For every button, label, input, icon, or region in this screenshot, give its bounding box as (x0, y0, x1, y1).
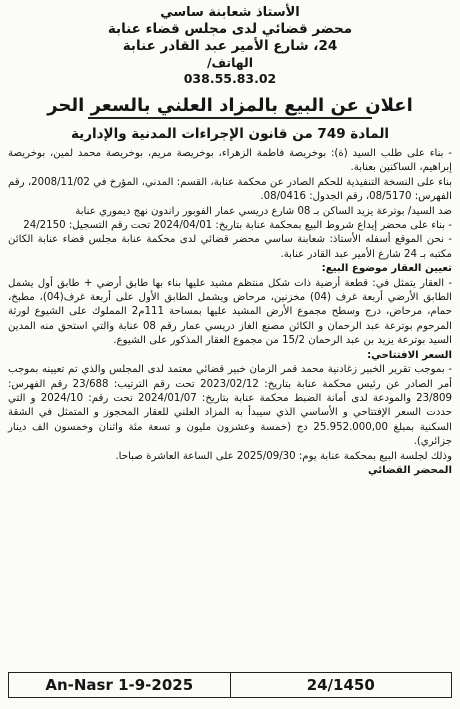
signature: المحضر القضائي (367, 464, 452, 476)
bailiff-role: محضر قضائي لدى مجلس قضاء عنابة (107, 21, 353, 37)
phone-label: الهاتف/ (206, 55, 254, 70)
price-heading: السعر الافتتاحي: (367, 349, 452, 361)
title-underline (88, 117, 372, 119)
paragraph-bailiff: - نحن الموقع أسفله الأستاذ: شعابنة ساسي محضر قضائي لدى محكمة عنابة مجلس قضاء عنابة الكائن مكتبه بـ 24 شارع الأمير عبد القادر عنابة. (8, 234, 452, 260)
property-heading: تعيين العقار موضوع البيع: (321, 263, 452, 275)
publication-footer (8, 672, 452, 698)
property-description: - العقار يتمثل في: قطعة أرضية ذات شكل منتظم مشيد عليها بناء بها طابق أرضي + طابق أول يشمل الطابق الأرضي أربعة غرف (04) مخزنين، مرحاض ويشمل الطابق الأول على أربعة غرف(04)، مطبخ، حمام، مرحاض، درج وسطح مجموع الأرض المشيد عليها بمساحة 111م2 المملوك على الشيوع لورثة المرحوم بوترعة عبد الرحمان و الكائن مصنع الغاز دريسي عمار رقم 08 عنابة والتي استحق منه المدين السيد بوترعة يزيد بن عبد الرحمان 15/2 من مجموع العقار المذكور على الشيوع. (8, 277, 452, 347)
paragraph-requesters: - بناء على طلب السيد (ة): بوخريصة فاطمة الزهراء، بوخريصة مريم، بوخريصة محمد لمين، بوخريصة إبراهيم، الساكنين بعنابة. (8, 148, 452, 174)
notice-body (8, 147, 452, 478)
publication-info: An-Nasr 1-9-2025 (45, 676, 194, 694)
paragraph-debtor: ضد السيد/ بوترعة يزيد الساكن بـ 08 شارع دريسي عمار الفوبور راندون نهج ديموري عنابة (75, 205, 452, 217)
paragraph-judgment: بناء على النسخة التنفيذية للحكم الصادر عن محكمة عنابة، القسم: المدني، المؤرخ في 2008/11/02، رقم الفهرس: 08/5170، رقم الجدول: 08/0416. (8, 176, 452, 203)
price-description: - بموجب تقرير الخبير زغادنية محمد قمر الزمان خبير قضائي معتمد لدى المجلس والذي تم تعيينه بموجب أمر الصادر عن رئيس محكمة عنابة بتاريخ: 2023/02/12 تحت رقم الترتيب: 23/688 رقم الفهرس: 23/809 والمودعة لدى أمانة الضبط محكمة عنابة بتاريخ: 2024/01/07 تحت رقم: 2024/10 و التي حددت السعر الإفتتاحي و الأساسي الذي سيبدأ به المزاد العلني للعقار المحجوز و المتمثل في الشقة السكنية بمبلغ 25.952.000,00 دج (خمسة وعشرون مليون و تسعة مئة واثنان وخمسون الف دينار جزائري). (8, 364, 452, 448)
bailiff-address: 24، شارع الأمير عبد القادر عنابة (122, 38, 338, 54)
notice-number: 24/1450 (230, 673, 452, 697)
bailiff-name: الأستاذ شعابنة ساسي (160, 5, 300, 20)
notice-subtitle: المادة 749 من قانون الإجراءات المدنية والإدارية (70, 126, 390, 142)
closing-line: وذلك لجلسة البيع بمحكمة عنابة يوم: 2025/09/30 على الساعة العاشرة صباحا. (115, 450, 452, 462)
paragraph-deposit: - بناء على محضر إيداع شروط البيع بمحكمة عنابة بتاريخ: 2024/04/01 تحت رقم التسجيل: 24/2150 (23, 220, 452, 232)
phone-number: 038.55.83.02 (183, 71, 277, 86)
notice-title: اعلان عن البيع بالمزاد العلني بالسعر الحر (47, 95, 413, 116)
